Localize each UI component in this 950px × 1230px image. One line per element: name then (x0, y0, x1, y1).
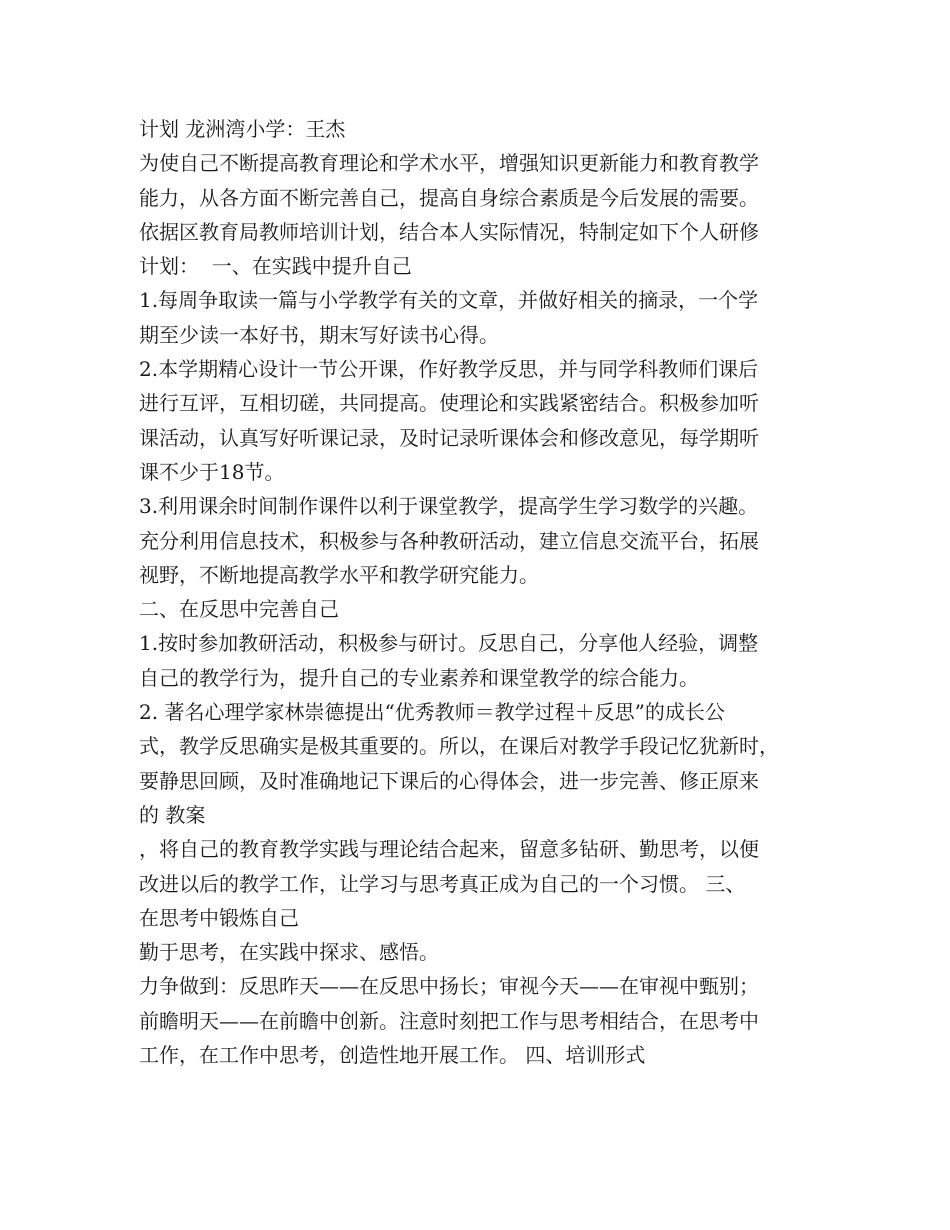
section-heading-line: 计划： 一、在实践中提升自己 (139, 254, 412, 279)
paragraph-line: 要静思回顾，及时准确地记下课后的心得体会，进一步完善、修正原来 (139, 768, 759, 793)
title-line: 计划 龙洲湾小学：王杰 (139, 117, 346, 141)
paragraph-line: 能力，从各方面不断完善自己，提高自身综合素质是今后发展的需要。 (139, 185, 759, 210)
paragraph-line: 为使自己不断提高教育理论和学术水平，增强知识更新能力和教育教学 (139, 151, 759, 176)
paragraph-line: 依据区教育局教师培训计划，结合本人实际情况，特制定如下个人研修 (139, 219, 759, 244)
paragraph-line: 前瞻明天——在前瞻中创新。注意时刻把工作与思考相结合，在思考中 (139, 1008, 759, 1033)
paragraph-line: 2. 著名心理学家林崇德提出“优秀教师＝教学过程＋反思”的成长公 (139, 700, 725, 725)
paragraph-line: 期至少读一本好书，期末写好读书心得。 (139, 322, 499, 347)
paragraph-line: 的 教案 (139, 802, 206, 827)
paragraph-line: 1.每周争取读一篇与小学教学有关的文章，并做好相关的摘录，一个学 (139, 288, 759, 313)
paragraph-line: 视野，不断地提高教学水平和教学研究能力。 (139, 562, 539, 587)
paragraph-line: 改进以后的教学工作，让学习与思考真正成为自己的一个习惯。 三、 (139, 871, 746, 896)
paragraph-line: 充分利用信息技术，积极参与各种教研活动，建立信息交流平台，拓展 (139, 528, 759, 553)
paragraph-line: 课不少于18节。 (139, 459, 285, 484)
paragraph-line: 1.按时参加教研活动，积极参与研讨。反思自己，分享他人经验，调整 (139, 631, 759, 656)
section-heading-line: 在思考中锻炼自己 (139, 905, 299, 930)
paragraph-line: 自己的教学行为，提升自己的专业素养和课堂教学的综合能力。 (139, 665, 699, 690)
paragraph-line: 式，教学反思确实是极其重要的。所以，在课后对教学手段记忆犹新时， (139, 734, 779, 759)
paragraph-line: 进行互评，互相切磋，共同提高。使理论和实践紧密结合。积极参加听 (139, 391, 759, 416)
section-heading-line: 二、在反思中完善自己 (139, 597, 339, 622)
paragraph-line: ，将自己的教育教学实践与理论结合起来，留意多钻研、勤思考，以便 (139, 837, 759, 862)
document-body (139, 112, 819, 1072)
paragraph-line: 工作，在工作中思考，创造性地开展工作。 四、培训形式 (139, 1043, 646, 1068)
paragraph-line: 力争做到：反思昨天——在反思中扬长；审视今天——在审视中甄别； (139, 974, 759, 999)
paragraph-line: 勤于思考，在实践中探求、感悟。 (139, 940, 439, 965)
paragraph-line: 课活动，认真写好听课记录，及时记录听课体会和修改意见，每学期听 (139, 425, 759, 450)
paragraph-line: 2.本学期精心设计一节公开课，作好教学反思，并与同学科教师们课后 (139, 357, 759, 382)
paragraph-line: 3.利用课余时间制作课件以利于课堂教学，提高学生学习数学的兴趣。 (139, 494, 759, 519)
